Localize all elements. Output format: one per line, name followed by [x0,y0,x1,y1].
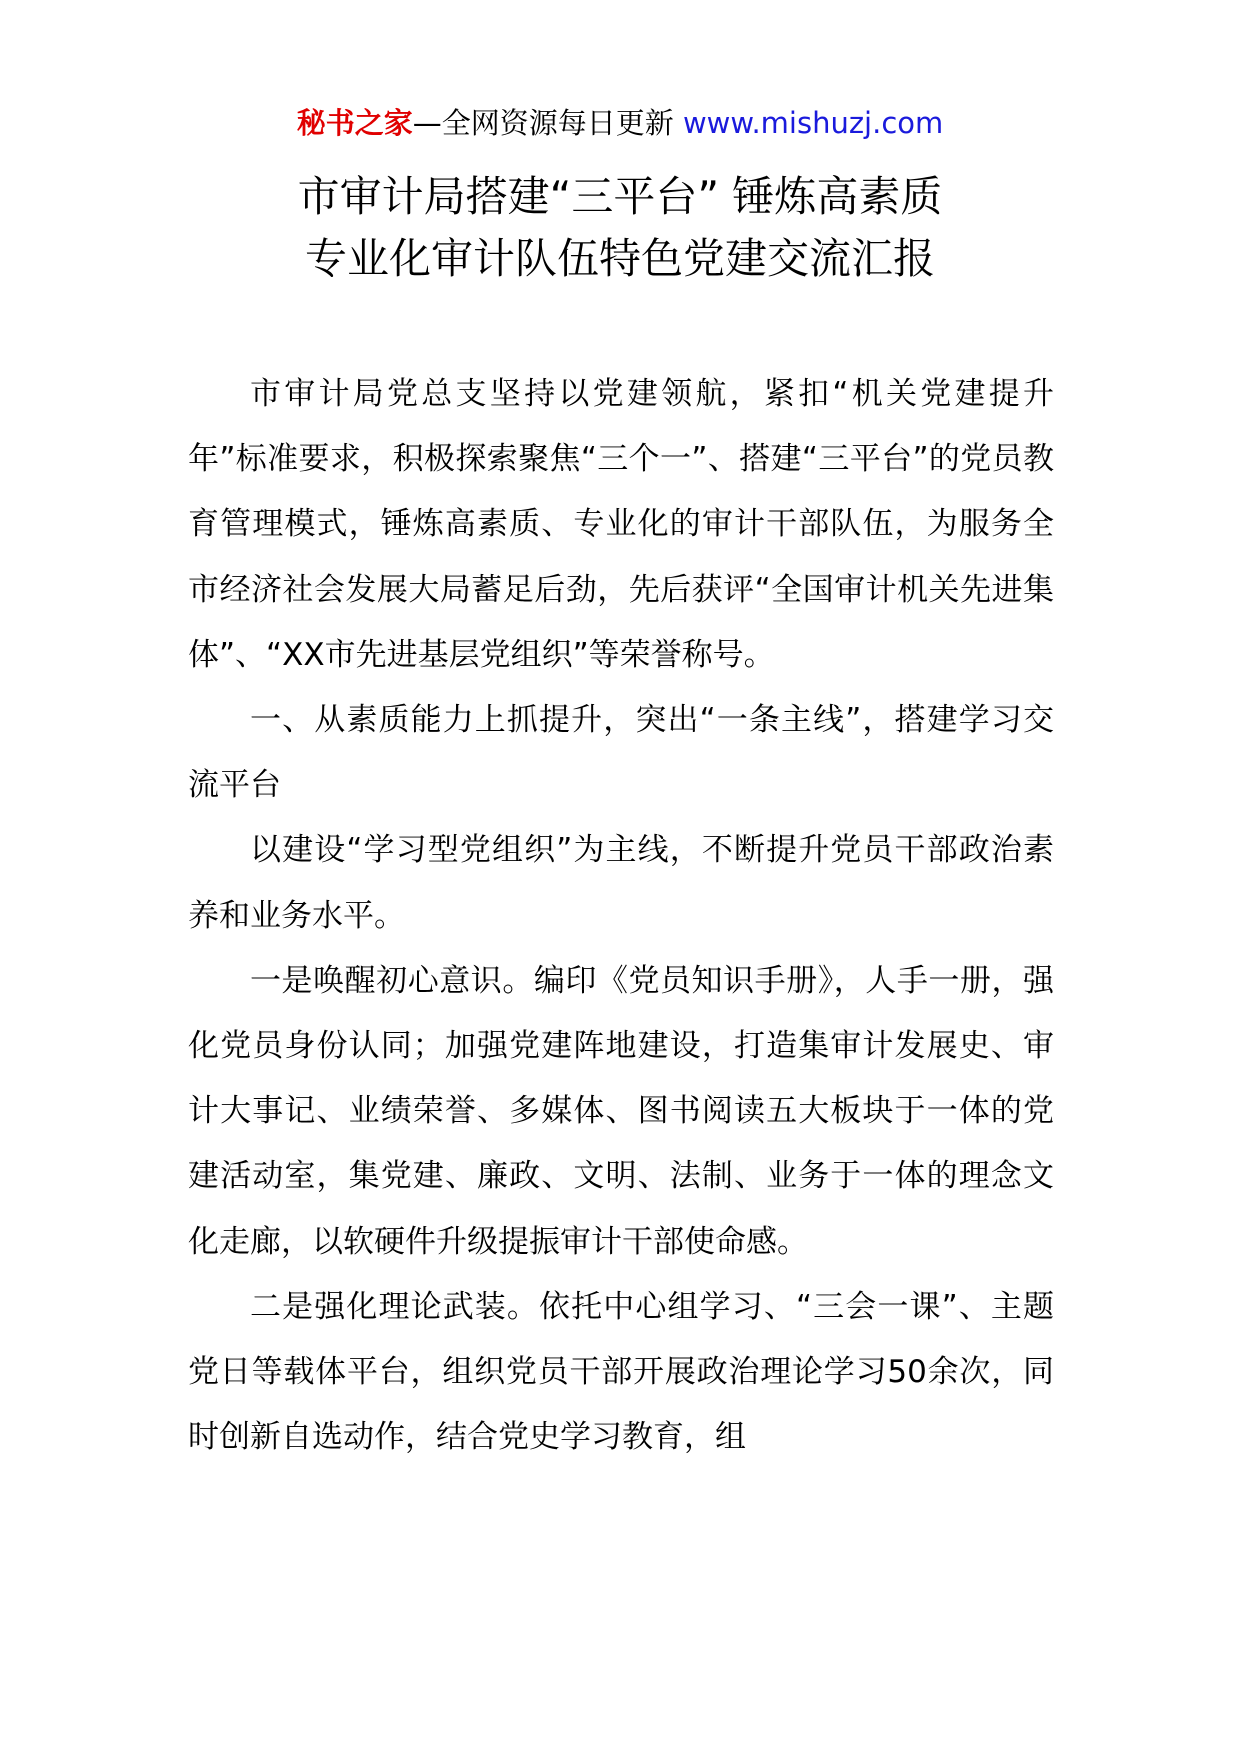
paragraph-point-2: 二是强化理论武装。依托中心组学习、“三会一课”、主题党日等载体平台，组织党员干部开展政治理论学习50余次，同时创新自选动作，结合党史学习教育，组 [188,1288,1054,1456]
site-url: www.mishuzj.com [682,106,944,140]
paragraph-point-1: 一是唤醒初心意识。编印《党员知识手册》，人手一册，强化党员身份认同；加强党建阵地建设，打造集审计发展史、审计大事记、业绩荣誉、多媒体、图书阅读五大板块于一体的党建活动室，集党建、廉政、文明、法制、业务于一体的理念文化走廊，以软硬件升级提振审计干部使命感。 [188,962,1054,1260]
site-header [0,103,1240,143]
document-body [188,362,1054,1470]
brand-name: 秘书之家 [296,106,413,140]
paragraph-intro: 市审计局党总支坚持以党建领航，紧扣“机关党建提升年”标准要求，积极探索聚焦“三个一”、搭建“三平台”的党员教育管理模式，锤炼高素质、专业化的审计干部队伍，为服务全市经济社会发展大局蓄足后劲，先后获评“全国审计机关先进集体”、“XX市先进基层党组织”等荣誉称号。 [188,376,1054,673]
title-line-2: 专业化审计队伍特色党建交流汇报 [304,234,935,283]
paragraph-section-summary: 以建设“学习型党组织”为主线，不断提升党员干部政治素养和业务水平。 [188,832,1054,934]
section-heading-1: 一、从素质能力上抓提升，突出“一条主线”，搭建学习交流平台 [188,702,1054,804]
document-title [0,166,1240,290]
title-line-1: 市审计局搭建“三平台” 锤炼高素质 [297,172,943,221]
header-tagline: —全网资源每日更新 [412,106,683,140]
